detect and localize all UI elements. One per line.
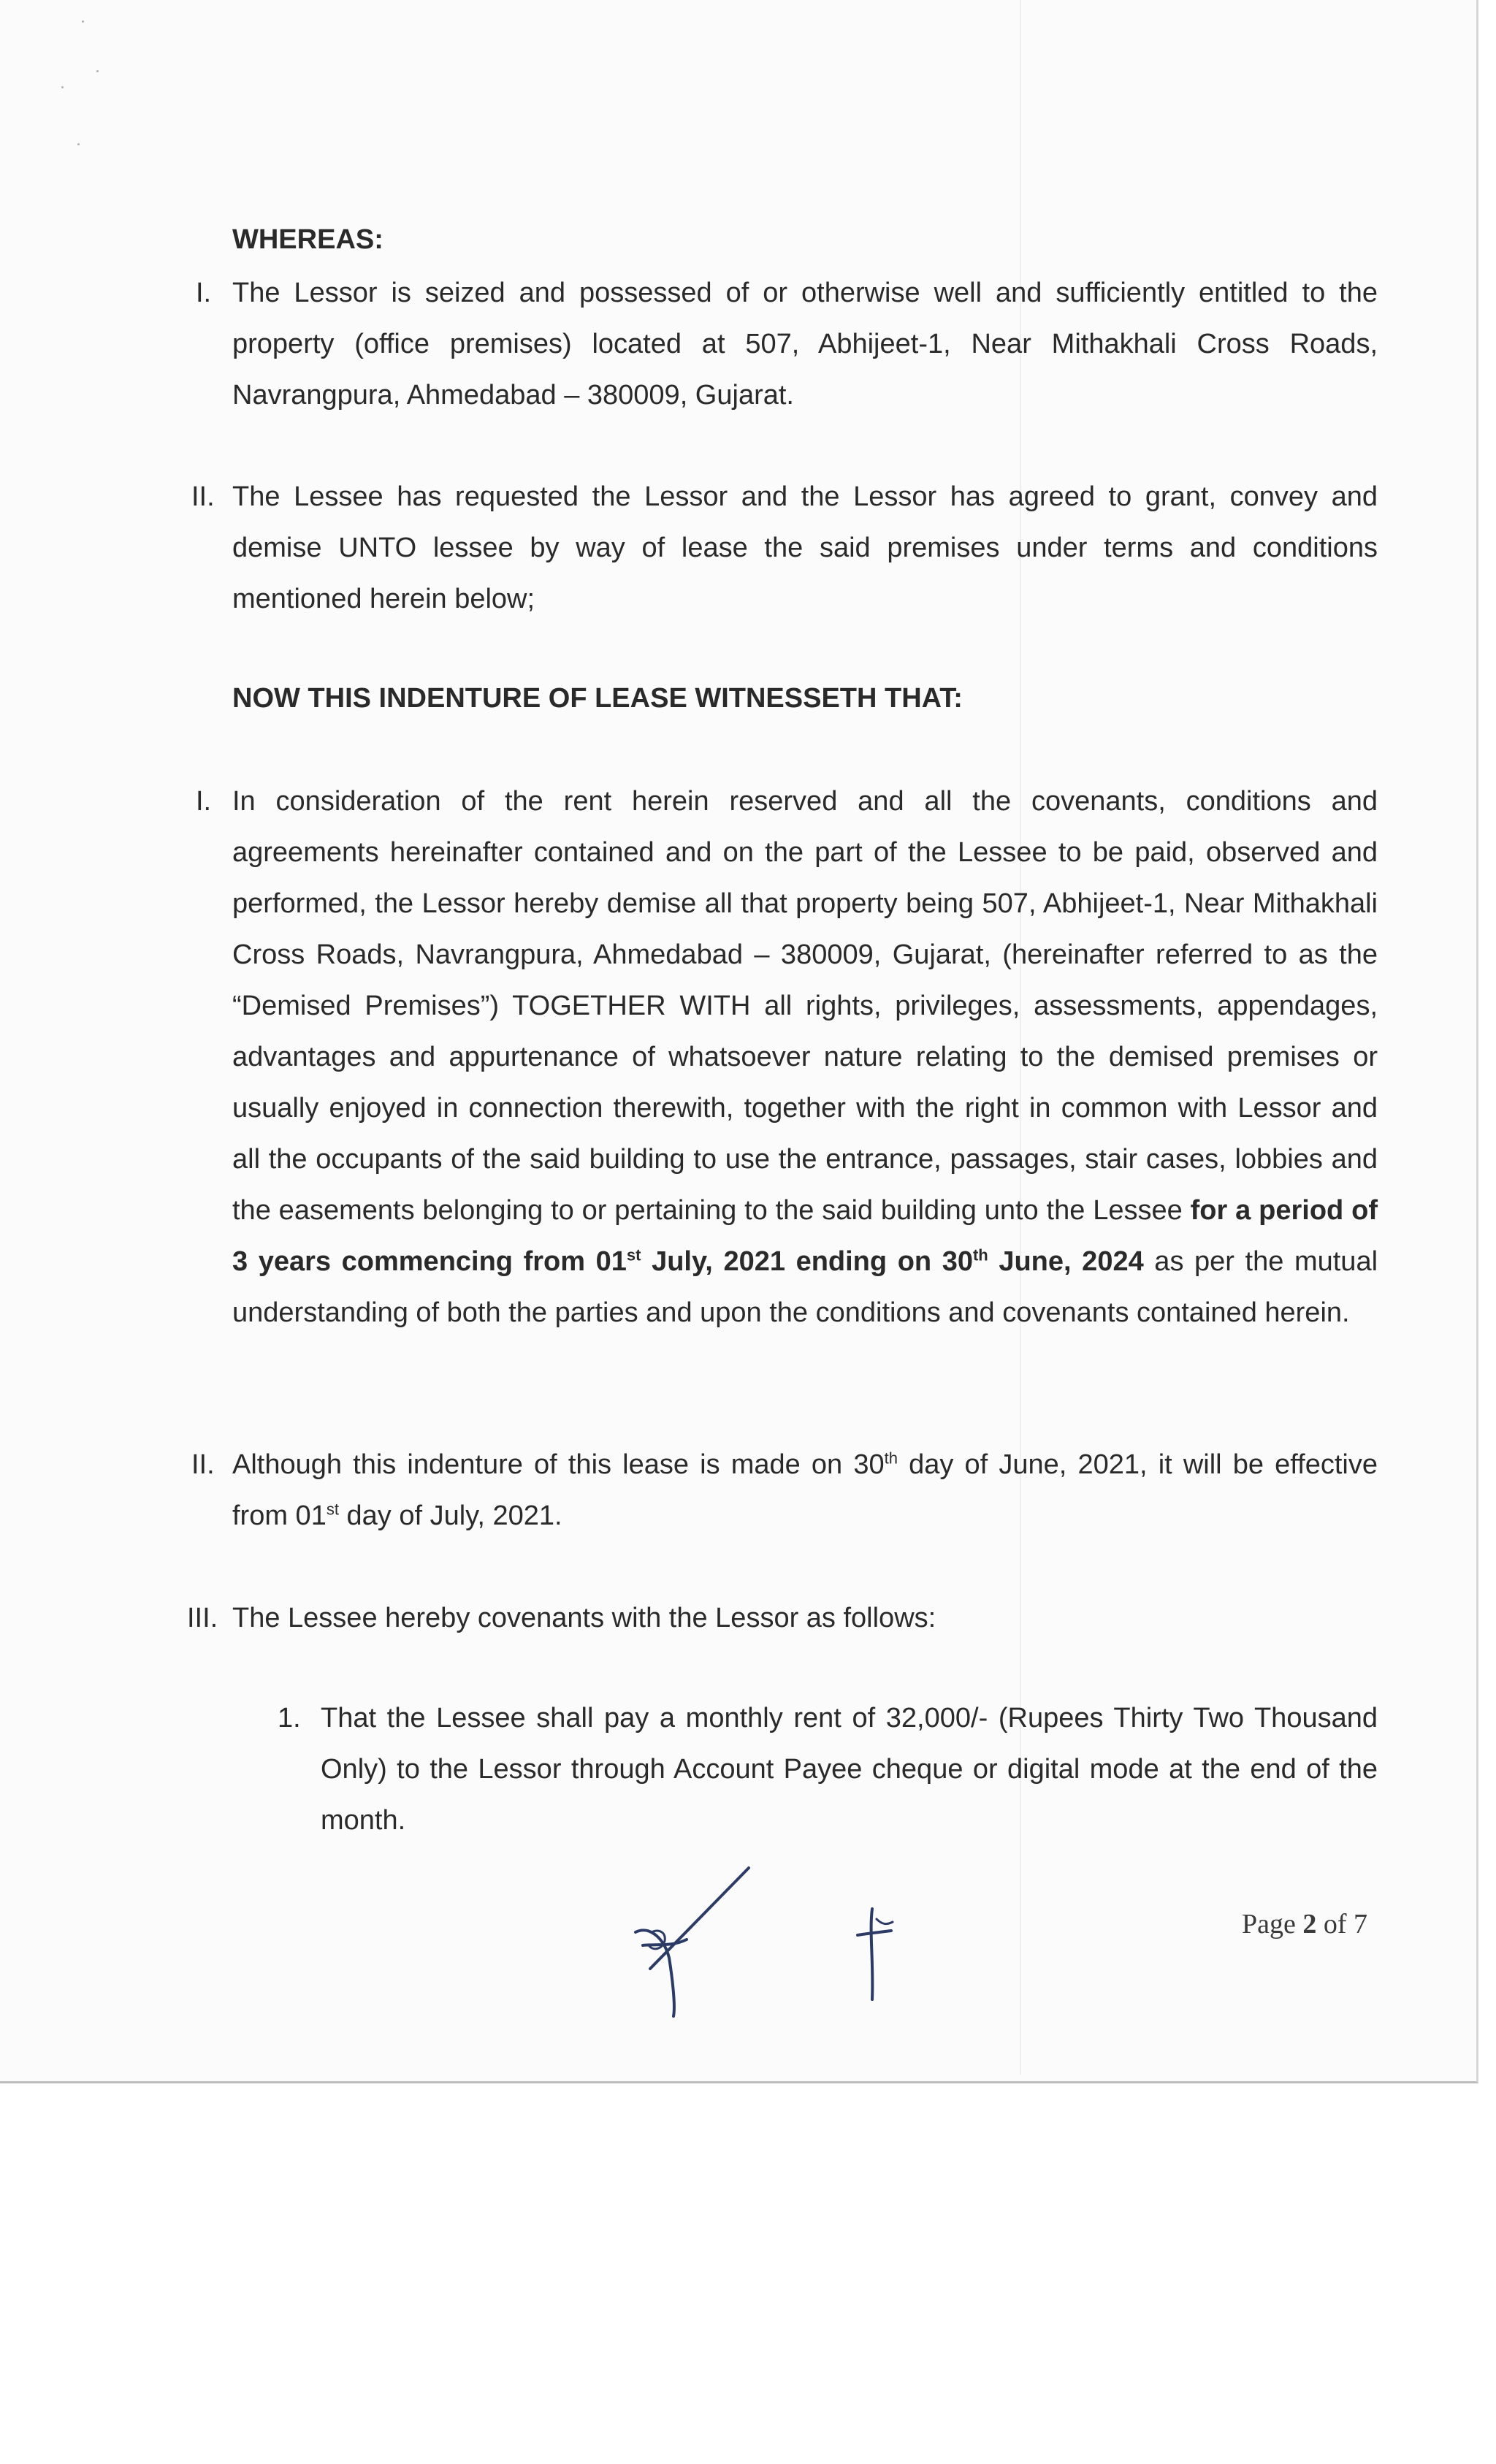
page-number: [1242, 1908, 1367, 1940]
lease-clause-1-text-b: as per the mutual understanding of both the parties and upon the conditions and covenants contained herein.: [232, 1246, 1378, 1328]
lease-clause-2-text-c: day of July, 2021.: [338, 1500, 562, 1531]
whereas-clause-2-marker: II.: [191, 481, 215, 512]
page-number-total: 7: [1354, 1909, 1368, 1939]
lease-clause-1-text-a: In consideration of the rent herein reserved and all the covenants, conditions and agreements hereinafter contained and on the part of the Lessee to be paid, observed and performed, the Lessor hereby demise all that property being 507, Abhijeet-1, Near Mithakhali Cross Roads, Navrangpura, Ahmedabad – 380009, Gujarat, (hereinafter referred to as the “Demised Premises”) TOGETHER WITH all rights, privileges, assessments, appendages, advantages and appurtenance of whatsoever nature relating to the demised premises or usually enjoyed in connection therewith, together with the right in common with Lessor and all the occupants of the said building to use the entrance, passages, stair cases, lobbies and the easements belonging to or pertaining to the said building unto the Lessee: [232, 786, 1378, 1226]
lease-clause-1-marker: I.: [196, 786, 212, 817]
scan-speck: [82, 20, 84, 23]
lease-period-bold-2: July, 2021 ending on 30: [641, 1246, 973, 1277]
scan-speck: [77, 143, 80, 145]
page-number-current: 2: [1302, 1909, 1317, 1939]
lease-period-sup-1: st: [626, 1246, 641, 1265]
lease-clause-2-text-a: Although this indenture of this lease is made on 30: [232, 1449, 885, 1480]
lessor-signature: [621, 1859, 767, 2027]
whereas-heading: WHEREAS:: [232, 224, 383, 255]
lease-clause-2-sup-b: st: [326, 1500, 339, 1519]
lease-clause-2-text: [232, 1439, 1378, 1541]
lease-period-bold-1: for a period of 3 years commencing from 01: [232, 1195, 1378, 1277]
lease-period-sup-2: th: [972, 1246, 988, 1265]
page-number-prefix: Page: [1242, 1909, 1303, 1939]
page-number-middle: of: [1316, 1909, 1354, 1939]
covenant-1-marker: 1.: [278, 1703, 301, 1733]
scan-speck: [61, 86, 64, 88]
lease-clause-2-marker: II.: [191, 1449, 215, 1480]
lease-clause-3-marker: III.: [187, 1603, 218, 1633]
whereas-clause-1-marker: I.: [196, 278, 212, 308]
lease-clause-3-text: The Lessee hereby covenants with the Lessor as follows:: [232, 1603, 936, 1633]
whereas-clause-2-text: The Lessee has requested the Lessor and the Lessor has agreed to grant, convey and demise UNTO lessee by way of lease the said premises under terms and conditions mentioned herein below;: [232, 481, 1378, 614]
lease-clause-2-sup-a: th: [884, 1449, 898, 1468]
scan-speck: [96, 70, 99, 72]
lease-clause-1-text: [232, 776, 1378, 1338]
lessee-signature: [847, 1903, 906, 2013]
whereas-clause-1-text: The Lessor is seized and possessed of or otherwise well and sufficiently entitled to the property (office premises) located at 507, Abhijeet-1, Near Mithakhali Cross Roads, Navrangpura, Ahmedabad – 380009, Gujarat.: [232, 278, 1378, 411]
witnesseth-heading: NOW THIS INDENTURE OF LEASE WITNESSETH THAT:: [232, 683, 963, 714]
lease-clause-2-text-b: day of June, 2021, it will be effective from 01: [232, 1449, 1378, 1531]
lease-period-bold-3: June, 2024: [988, 1246, 1144, 1277]
covenant-1-text: That the Lessee shall pay a monthly rent of 32,000/- (Rupees Thirty Two Thousand Only) to the Lessor through Account Payee cheque or digital mode at the end of the month.: [321, 1703, 1378, 1836]
